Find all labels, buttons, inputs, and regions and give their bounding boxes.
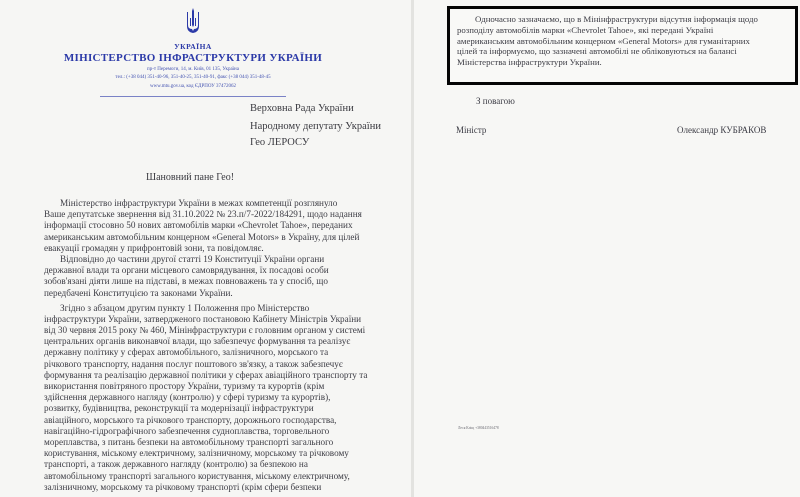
text-line: навігаційно-гідрографічного забезпечення судноплавства, торговельного — [44, 425, 330, 436]
address-line: пр-т Перемоги, 14, м. Київ, 01 135, Україна — [147, 67, 239, 72]
text-line: транспорті, а також державного нагляду (контролю) за безпекою на — [44, 459, 308, 470]
text-line: американським автомобільним концерном «General Motors» в Україну, для цілей — [44, 231, 360, 242]
text-line: зобов'язані діяти лише на підставі, в межах повноважень та у спосіб, що — [44, 276, 328, 287]
text-line: формування та реалізацію державної політики у сферах авіаційного транспорту та — [44, 369, 368, 380]
trident-emblem-icon — [185, 7, 201, 35]
text-line: автомобільному транспорті загального користування, міському електричному, — [44, 470, 350, 481]
text-line: Міністерства інфраструктури України. — [457, 57, 602, 68]
text-line: використання повітряного простору України, туризму та курортів (крім — [44, 381, 325, 391]
text-line: інформації стосовно 50 нових автомобілів марки «Chevrolet Tahoe», переданих — [44, 220, 353, 231]
address-line: www.mtu.gov.ua, код ЄДРПОУ 37472062 — [150, 84, 236, 89]
text-line: Міністерство інфраструктури України в межах компетенції розглянуло — [60, 198, 338, 208]
address-line: тел.: (+38 044) 351-40-96, 351-40-25, 351-40-91, факс (+38 044) 351-48-45 — [115, 75, 271, 80]
text-line: цілей та інформуємо, що зазначені автомобілі не обліковуються на балансі — [457, 46, 737, 57]
closing: З повагою — [476, 96, 515, 106]
ministry-title: МІНІСТЕРСТВО ІНФРАСТРУКТУРИ УКРАЇНИ — [63, 52, 323, 64]
text-line: авіаційного, морського та річкового транспорту, дорожнього господарства, — [44, 414, 337, 425]
recipient-line: Народному депутату України — [250, 121, 381, 132]
recipient-line: Гео ЛЕРОСУ — [250, 137, 310, 148]
signatory-position: Міністр — [456, 125, 487, 135]
text-line: Відповідно до частини другої статті 19 Конституції України органи — [60, 253, 325, 264]
text-line: евакуації громадян у прифронтовій зони, та повідомляє. — [44, 242, 264, 253]
recipient-line: Верховна Рада України — [250, 103, 354, 114]
text-line: Ваше депутатське звернення від 31.10.2022 № 23.п/7-2022/184291, щодо надання — [44, 209, 362, 220]
text-line: від 30 червня 2015 року № 460, Мінінфраструктури є головним органом у системі — [44, 325, 366, 336]
text-line: центральних органів виконавчої влади, що забезпечує формування та реалізує — [44, 336, 351, 347]
country-label: УКРАЇНА — [174, 42, 212, 51]
text-line: американським автомобільним концерном «General Motors» для гуманітарних — [457, 35, 750, 46]
footer-note: Леся Кліщ +380443516478 — [458, 426, 499, 430]
letter-page-2 — [414, 0, 800, 497]
text-line: інфраструктури України, затвердженого постановою Кабінету Міністрів України — [44, 313, 362, 324]
header-divider — [100, 96, 286, 97]
text-line: державної влади та органи місцевого самоврядування, їх посадові особи — [44, 265, 329, 276]
highlight-box — [447, 6, 798, 85]
text-line: Одночасно зазначаємо, що в Мінінфраструктури відсутня інформація щодо — [475, 14, 758, 24]
text-line: користування, міському електричному, залізничному, морському та річковому — [44, 448, 349, 459]
text-line: річкового транспорту, надання послуг поштового зв'язку, а також забезпечує — [44, 358, 343, 369]
body-text — [44, 198, 378, 493]
text-line: передбачені Конституцією та законами України. — [44, 287, 233, 298]
text-line: залізничному, морському та річковому транспорті (крім сфери безпеки — [44, 481, 322, 492]
text-line: Згідно з абзацом другим пункту 1 Положення про Міністерство — [60, 302, 310, 313]
text-line: мореплавства, з питань безпеки на автомобільному транспорті загального — [44, 436, 334, 447]
signatory-name: Олександр КУБРАКОВ — [677, 125, 767, 135]
greeting: Шановний пане Гео! — [146, 172, 235, 183]
text-line: розподілу автомобілів марки «Chevrolet Tahoe», які передані Україні — [457, 24, 714, 35]
text-line: здійснення державного нагляду (контролю) у сфері туризму та курортів), — [44, 392, 331, 403]
text-line: державну політику у сферах автомобільного, залізничного, морського та — [44, 347, 329, 358]
text-line: розвитку, будівництва, реконструкції та модернізації інфраструктури — [44, 403, 314, 414]
